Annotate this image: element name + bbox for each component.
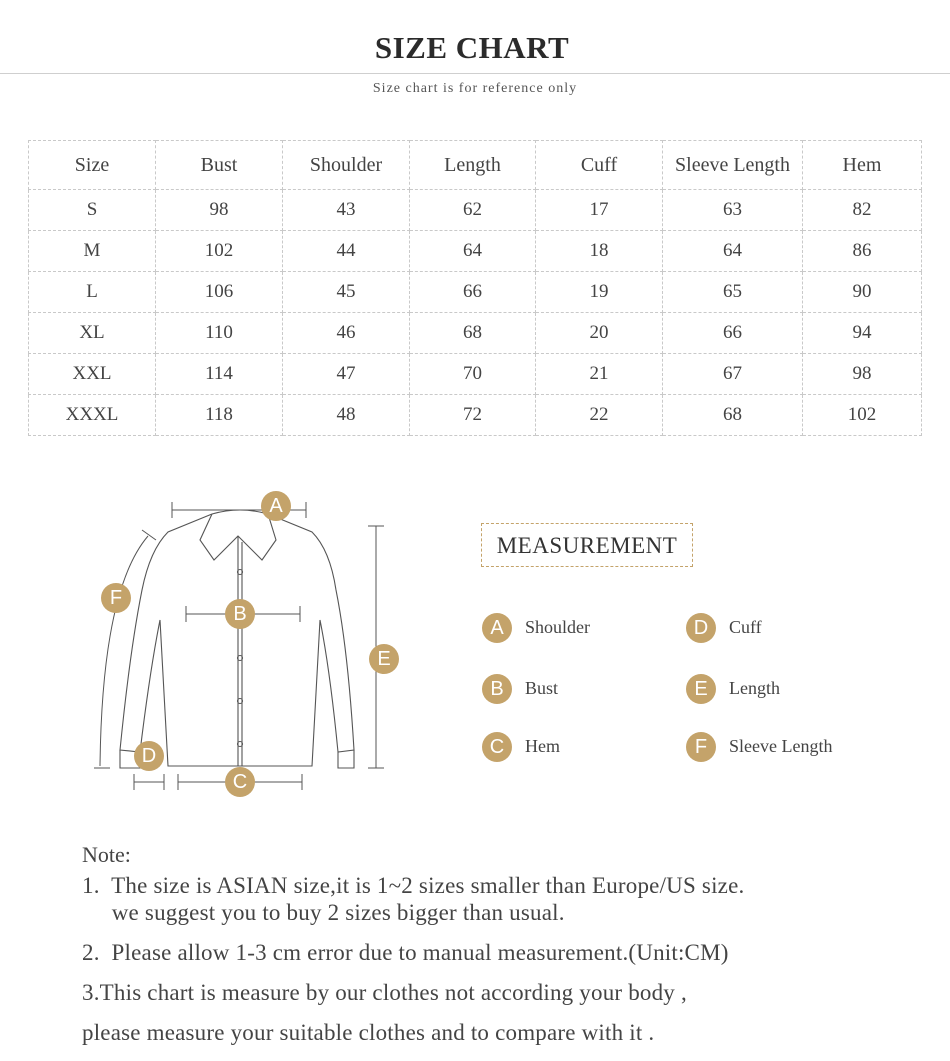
- marker-e: E: [369, 644, 399, 674]
- legend-label: Shoulder: [525, 617, 590, 637]
- table-row: [29, 231, 922, 272]
- table-cell: 72: [410, 395, 536, 436]
- table-cell: XXL: [29, 354, 156, 395]
- legend-label: Hem: [525, 736, 560, 756]
- legend-label: Length: [729, 678, 780, 698]
- table-cell: 43: [283, 190, 410, 231]
- table-cell: 67: [663, 354, 803, 395]
- page-title: SIZE CHART: [374, 30, 570, 65]
- table-cell: 64: [410, 231, 536, 272]
- note-line: 2. Please allow 1-3 cm error due to manual measurement.(Unit:CM): [82, 940, 729, 965]
- table-cell: 68: [410, 313, 536, 354]
- table-cell: S: [29, 190, 156, 231]
- table-cell: 45: [283, 272, 410, 313]
- legend-label: Cuff: [729, 617, 762, 637]
- table-cell: 21: [536, 354, 663, 395]
- table-row: [29, 354, 922, 395]
- note-line: 3.This chart is measure by our clothes not according your body ,: [82, 980, 687, 1005]
- table-row: [29, 395, 922, 436]
- legend-badge: E: [686, 674, 716, 704]
- table-cell: 82: [803, 190, 922, 231]
- header-cell: Length: [410, 141, 536, 190]
- legend-badge: B: [482, 674, 512, 704]
- note-line: we suggest you to buy 2 sizes bigger than usual.: [82, 900, 565, 925]
- table-cell: 47: [283, 354, 410, 395]
- table-cell: 90: [803, 272, 922, 313]
- table-cell: 62: [410, 190, 536, 231]
- table-cell: 18: [536, 231, 663, 272]
- header-cell: Shoulder: [283, 141, 410, 190]
- header-cell: Sleeve Length: [663, 141, 803, 190]
- note-heading: Note:: [82, 842, 131, 867]
- legend-label: Bust: [525, 678, 559, 698]
- table-cell: 63: [663, 190, 803, 231]
- table-cell: 114: [156, 354, 283, 395]
- table-cell: 106: [156, 272, 283, 313]
- header-cell: Size: [29, 141, 156, 190]
- title-divider: [0, 73, 950, 74]
- note-line: please measure your suitable clothes and to compare with it .: [82, 1020, 655, 1045]
- marker-b: B: [225, 599, 255, 629]
- table-cell: 118: [156, 395, 283, 436]
- table-cell: 64: [663, 231, 803, 272]
- table-cell: 48: [283, 395, 410, 436]
- table-cell: 44: [283, 231, 410, 272]
- header-cell: Bust: [156, 141, 283, 190]
- table-cell: 17: [536, 190, 663, 231]
- table-header-row: [29, 141, 922, 190]
- table-cell: 65: [663, 272, 803, 313]
- table-cell: 102: [803, 395, 922, 436]
- measurement-title: MEASUREMENT: [481, 523, 693, 567]
- marker-d: D: [134, 741, 164, 771]
- header-cell: Hem: [803, 141, 922, 190]
- shirt-diagram: [0, 470, 470, 830]
- legend-badge: C: [482, 732, 512, 762]
- table-cell: 110: [156, 313, 283, 354]
- table-cell: 66: [663, 313, 803, 354]
- table-cell: 46: [283, 313, 410, 354]
- table-cell: 98: [803, 354, 922, 395]
- table-cell: 70: [410, 354, 536, 395]
- table-cell: 66: [410, 272, 536, 313]
- table-cell: 22: [536, 395, 663, 436]
- table-cell: 19: [536, 272, 663, 313]
- legend-badge: D: [686, 613, 716, 643]
- table-cell: L: [29, 272, 156, 313]
- marker-f: F: [101, 583, 131, 613]
- page-subtitle: Size chart is for reference only: [372, 81, 578, 96]
- table-cell: XXXL: [29, 395, 156, 436]
- table-cell: 98: [156, 190, 283, 231]
- size-table: [28, 140, 922, 436]
- table-cell: 20: [536, 313, 663, 354]
- table-cell: XL: [29, 313, 156, 354]
- note-line: 1. The size is ASIAN size,it is 1~2 sizes smaller than Europe/US size.: [82, 873, 745, 898]
- legend-badge: F: [686, 732, 716, 762]
- marker-c: C: [225, 767, 255, 797]
- table-row: [29, 313, 922, 354]
- table-row: [29, 272, 922, 313]
- marker-a: A: [261, 491, 291, 521]
- header-cell: Cuff: [536, 141, 663, 190]
- table-cell: 102: [156, 231, 283, 272]
- table-cell: 94: [803, 313, 922, 354]
- table-cell: 86: [803, 231, 922, 272]
- table-row: [29, 190, 922, 231]
- table-cell: 68: [663, 395, 803, 436]
- legend-badge: A: [482, 613, 512, 643]
- table-cell: M: [29, 231, 156, 272]
- legend-label: Sleeve Length: [729, 736, 833, 756]
